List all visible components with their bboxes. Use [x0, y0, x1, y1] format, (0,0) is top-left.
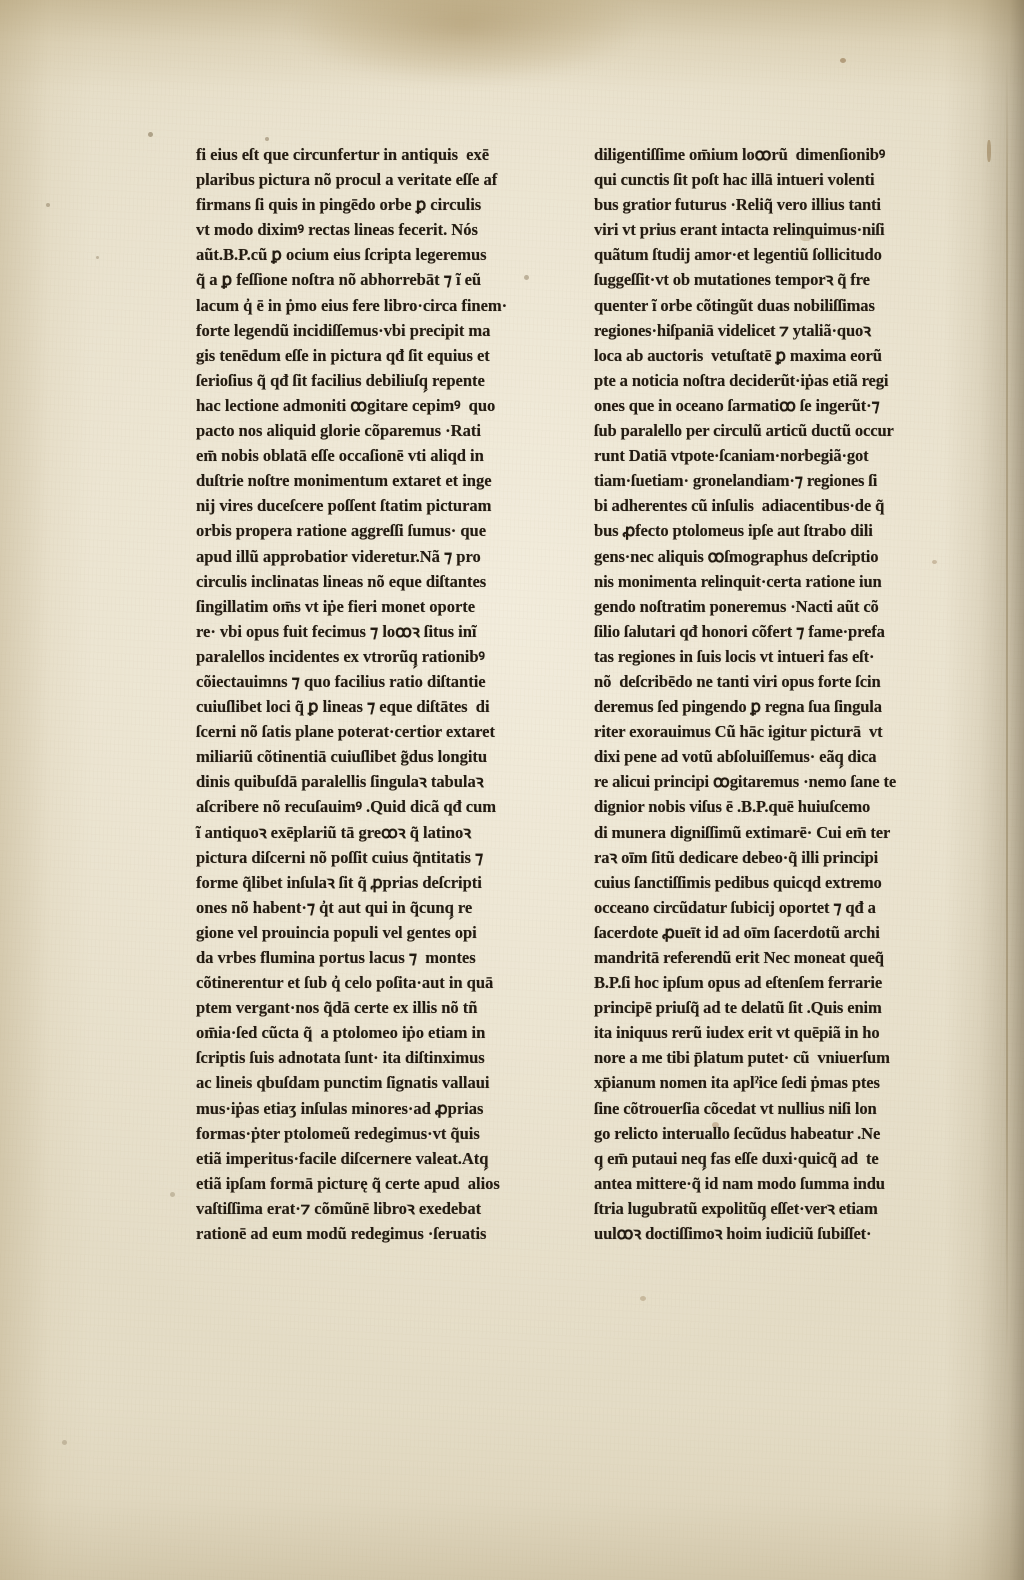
text-line: mus·iṗas etiaʒ inſulas minores·ad ꝓprias: [196, 1098, 484, 1118]
text-line: paralellos incidentes ex vtrorũq̗ rationibꝰ: [196, 646, 485, 666]
text-line: dinis quibuſdā paralellis ſingulaꝛ tabulaꝛ: [196, 772, 484, 792]
text-line: principē priuſq̃ ad te delatũ ſit .Quis enim: [594, 998, 882, 1018]
text-line: gione vel prouincia populi vel gentes opi: [196, 922, 477, 942]
left-edge-shading: [0, 0, 90, 1580]
text-line: dignior nobis viſus ē .B.P.quē huiuſcemo: [594, 797, 871, 817]
bottom-edge-shading: [0, 1400, 1024, 1580]
text-line: runt Datiā vtpote·ſcaniam·norbegiã·got: [594, 446, 869, 466]
text-line: bus gratior futurus ·Reliq̃ vero illius tanti: [594, 195, 881, 215]
text-line: pictura diſcerni nõ poſſit cuius q̃ntitatis ⁊: [196, 847, 484, 867]
text-line: q̗ em̄ putaui neq̗ fas eſſe duxi·quicq̃ ad te: [594, 1148, 879, 1168]
text-line: B.P.ſi hoc ipſum opus ad eſtenſem ferrarie: [594, 973, 883, 993]
text-line: re alicui principi ꝏgitaremus ·nemo ſane te: [594, 772, 897, 792]
text-line: hac lectione admoniti ꝏgitare cepimꝰ quo: [196, 395, 496, 415]
text-line: uulꝏꝛ doctiſſimoꝛ hoim iudiciũ ſubiſſet·: [594, 1224, 872, 1244]
text-line: ſacerdote ꝓueīt id ad oīm ſacerdotũ archi: [594, 922, 880, 942]
text-line: ac lineis qbuſdam punctim ſignatis vallaui: [196, 1073, 490, 1093]
text-line: ones nõ habent·⁊ q̓t aut qui in q̃cunq̗ re: [196, 897, 473, 917]
text-line: forte legendũ incidiſſemus·vbi precipit ma: [196, 320, 491, 340]
foxing-spot: [96, 256, 99, 259]
text-line: vaſtiſſima erat·⁊ cõmũnē libroꝛ exedebat: [196, 1198, 482, 1218]
text-line: bi adherentes cũ inſulis adiacentibus·de q̃: [594, 496, 885, 516]
foxing-spot: [265, 137, 269, 141]
text-line: riter exorauimus Cũ hāc igitur picturā vt: [594, 722, 883, 742]
text-line: da vrbes flumina portus lacus ⁊ montes: [196, 948, 476, 967]
text-line: apud illũ approbatior videretur.Nã ⁊ pro: [196, 546, 481, 566]
text-line: loca ab auctoris vetuſtatē ꝑ maxima eorũ: [594, 345, 882, 365]
text-line: cõiectauimns ⁊ quo facilius ratio diſtantie: [196, 671, 486, 691]
text-line: di munera digniſſimũ extimarē· Cui em̄ ter: [594, 822, 891, 842]
text-line: q̃ a ꝑ feſſione noſtra nõ abhorrebāt ⁊ ĩ eũ: [196, 270, 482, 290]
foxing-spot: [987, 140, 991, 162]
foxing-spot: [46, 203, 50, 207]
right-text-column: [594, 142, 968, 1246]
text-line: nij vires duceſcere poſſent ſtatim picturam: [196, 496, 492, 516]
text-line: raꝛ oīm ſitũ dedicare debeo·q̃ illi principi: [594, 847, 879, 867]
text-line: lacum q̓ ē in ṗmo eius fere libro·circa finem·: [196, 295, 508, 315]
left-text-column: [196, 142, 570, 1246]
text-line: quãtum ſtudij amor·et legentiũ ſollicitudo: [594, 245, 882, 265]
text-line: om̄ia·ſed cũcta q̃ a ptolomeo iṗo etiam in: [196, 1023, 486, 1043]
top-edge-stain: [230, 0, 700, 90]
text-line: etiã imperitus·facile diſcernere valeat.Atq̗: [196, 1148, 489, 1168]
text-line: vt modo diximꝰ rectas lineas fecerit. Nós: [196, 220, 478, 240]
text-line: viri vt prius erant intacta relinquimus·niſi: [594, 220, 885, 240]
text-line: bus ꝓfecto ptolomeus ipſe aut ſtrabo dili: [594, 521, 873, 541]
text-line: aũt.B.P.cũ ꝑ ocium eius ſcripta legeremus: [196, 245, 487, 265]
text-line: duſtrie noſtre monimentum extaret et inge: [196, 471, 492, 491]
text-line: regiones·hiſpaniā videlicet ⁊ ytaliã·quoꝛ: [594, 320, 871, 340]
text-line: ſine cõtrouerſia cõcedat vt nullius niſi lon: [594, 1098, 877, 1118]
text-line: formas·ṗter ptolomeũ redegimus·vt q̃uis: [196, 1123, 480, 1143]
foxing-spot: [840, 58, 846, 63]
text-line: ſuggeſſit·vt ob mutationes temporꝛ q̃ fre: [594, 270, 870, 290]
text-line: ones que in oceano ſarmatiꝏ ſe ingerũt·⁊: [594, 395, 880, 415]
text-line: nore a me tibi p̄latum putet· cũ vniuerſum: [594, 1048, 890, 1068]
text-line: circulis inclinatas lineas nõ eque diſtantes: [196, 571, 487, 591]
text-line: cõtinerentur et ſub q̓ celo poſita·aut in quā: [196, 973, 494, 993]
text-line: ſingillatim om̄s vt iṗe fieri monet oporte: [196, 596, 476, 616]
text-line: rationē ad eum modũ redegimus ·ſeruatis: [196, 1224, 487, 1244]
text-line: re· vbi opus fuit fecimus ⁊ loꝏꝛ ſitus inĩ: [196, 621, 477, 641]
text-block: [196, 142, 968, 1246]
text-line: miliariũ cõtinentiā cuiuſlibet g̃dus longitu: [196, 747, 488, 767]
binding-gutter-line: [1006, 60, 1008, 1360]
text-line: gendo noſtratim poneremus ·Nacti aũt cõ: [594, 596, 879, 616]
text-line: go relicto interuallo ſecũdus habeatur .Ne: [594, 1123, 881, 1143]
foxing-spot: [148, 132, 153, 137]
text-line: antea mittere·q̃ id nam modo ſumma indu: [594, 1173, 885, 1193]
text-line: orbis propera ratione aggreſſi ſumus· que: [196, 521, 487, 541]
text-line: fi eius eſt que circunfertur in antiquis exē: [196, 145, 490, 164]
text-line: em̄ nobis oblatā eſſe occaſionē vti aliqd in: [196, 446, 484, 466]
text-line: cuiuſlibet loci q̃ ꝑ lineas ⁊ eque diſtātes di: [196, 697, 490, 717]
text-line: nis monimenta relinquit·certa ratione iun: [594, 571, 882, 591]
text-line: diligentiſſime om̄ium loꝏrũ dimenſionibꝰ: [594, 145, 886, 164]
text-line: xp̄ianum nomen ita aplˀice ſedi ṗmas ptes: [594, 1073, 880, 1093]
text-line: gis tenēdum eſſe in pictura qđ ſit equius et: [196, 345, 490, 365]
foxing-spot: [640, 1296, 646, 1301]
text-line: qui cunctis ſit poſt hac illā intueri volenti: [594, 170, 875, 190]
text-line: ĩ antiquoꝛ exēplariũ tā greꝏꝛ q̃ latinoꝛ: [196, 822, 472, 842]
text-line: ſub paralello per circulũ articũ ductũ occur: [594, 421, 894, 441]
text-line: ita iniquus rerũ iudex erit vt quēpiã in ho: [594, 1023, 880, 1043]
text-line: aſcribere nõ recuſauimꝰ .Quid dicã qđ cum: [196, 797, 497, 817]
text-line: pte a noticia noſtra deciderũt·iṗas etiã regi: [594, 370, 889, 390]
text-line: occeano circũdatur ſubicij oportet ⁊ qđ a: [594, 897, 876, 917]
text-line: ſcriptis ſuis adnotata ſunt· ita diſtinximus: [196, 1048, 485, 1068]
text-line: plaribus pictura nõ procul a veritate eſſe af: [196, 170, 498, 190]
text-line: forme q̃libet inſulaꝛ ſit q̃ ꝓprias deſcripti: [196, 872, 482, 892]
text-line: etiã ipſam formā picturę q̃ certe apud alios: [196, 1173, 500, 1193]
text-line: deremus ſed pingendo ꝑ regna ſua ſingula: [594, 697, 882, 717]
text-line: gens·nec aliquis ꝏſmographus deſcriptio: [594, 546, 879, 566]
text-line: ſilio ſalutari qđ honori cõfert ⁊ fame·prefa: [594, 621, 885, 641]
text-line: ptem vergant·nos q̃dā certe ex illis nõ tñ: [196, 998, 478, 1018]
foxing-spot: [62, 1440, 67, 1445]
text-line: ſtria lugubratũ expolitũq̗ eſſet·verꝛ etiam: [594, 1198, 878, 1218]
text-line: dixi pene ad votũ abſoluiſſemus· eãq̗ dica: [594, 747, 877, 767]
foxing-spot: [170, 1192, 175, 1197]
text-line: tiam·ſuetiam· gronelandiam·⁊ regiones ſi: [594, 471, 878, 491]
top-edge-shading: [0, 0, 1024, 120]
text-line: firmans ſi quis in pingēdo orbe ꝑ circulis: [196, 195, 482, 215]
text-line: tas regiones in ſuis locis vt intueri fas eſt·: [594, 646, 875, 666]
text-line: quenter ĩ orbe cõtingũt duas nobiliſſimas: [594, 295, 875, 315]
text-line: ſcerni nõ ſatis plane poterat·certior extaret: [196, 722, 495, 742]
text-line: mandritā referendũ erit Nec moneat queq̃: [594, 948, 884, 967]
text-line: nõ deſcribēdo ne tanti viri opus forte ſcin: [594, 671, 881, 691]
text-line: cuius ſanctiſſimis pedibus quicqd extremo: [594, 872, 882, 892]
text-line: pacto nos aliquid glorie cõparemus ·Rati: [196, 421, 481, 441]
text-line: ſerioſius q̃ qđ ſit facilius debiliuſq̗ repente: [196, 370, 485, 390]
